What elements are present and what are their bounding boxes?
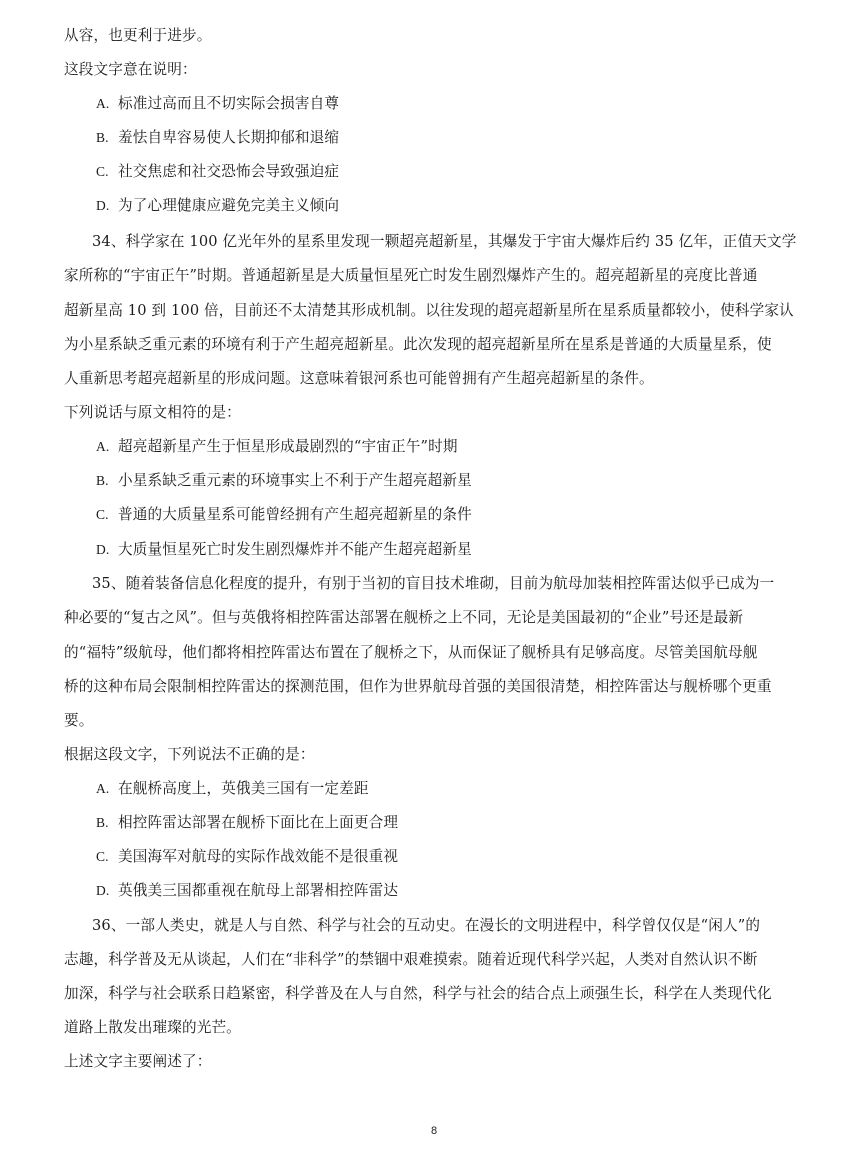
paragraph-line: 加深，科学与社会联系日趋紧密，科学普及在人与自然，科学与社会的结合点上顽强生长，科学在人类现代化: [64, 985, 772, 1002]
text-line: 从容，也更利于进步。: [64, 27, 212, 44]
option-text: 羞怯自卑容易使人长期抑郁和退缩: [118, 129, 340, 146]
question-prompt: 根据这段文字，下列说法不正确的是：: [64, 746, 315, 763]
answer-option: [96, 94, 840, 114]
paragraph-line: 超新星高 10 到 100 倍，目前还不太清楚其形成机制。以往发现的超亮超新星所在星系质量都较小，使科学家认: [64, 302, 794, 319]
answer-option: [96, 847, 840, 867]
paragraph-line: 的“福特”级航母，他们都将相控阵雷达布置在了舰桥之下，从而保证了舰桥具有足够高度。尽管美国航母舰: [64, 644, 758, 661]
option-text: 社交焦虑和社交恐怖会导致强迫症: [118, 163, 340, 180]
option-text: 标准过高而且不切实际会损害自尊: [118, 95, 340, 112]
option-text: 超亮超新星产生于恒星形成最剧烈的“宇宙正午”时期: [118, 438, 458, 455]
paragraph-line: 桥的这种布局会限制相控阵雷达的探测范围，但作为世界航母首强的美国很清楚，相控阵雷达与舰桥哪个更重: [64, 678, 772, 695]
answer-option: [96, 437, 840, 457]
option-letter: A.: [96, 439, 110, 454]
answer-option: [96, 881, 840, 901]
paragraph-line: 为小星系缺乏重元素的环境有利于产生超亮超新星。此次发现的超亮超新星所在星系是普通的大质量星系，使: [64, 336, 772, 353]
option-letter: B.: [96, 815, 109, 830]
option-text: 为了心理健康应避免完美主义倾向: [118, 197, 340, 214]
answer-option: [96, 505, 840, 525]
option-letter: D.: [96, 542, 110, 557]
answer-option: [96, 196, 840, 216]
answer-option: [96, 471, 840, 491]
option-text: 英俄美三国都重视在航母上部署相控阵雷达: [118, 882, 399, 899]
question-prompt: 下列说话与原文相符的是：: [64, 404, 241, 421]
option-letter: C.: [96, 507, 109, 522]
option-letter: C.: [96, 849, 109, 864]
answer-option: [96, 813, 840, 833]
option-letter: B.: [96, 473, 109, 488]
option-text: 在舰桥高度上，英俄美三国有一定差距: [118, 780, 369, 797]
paragraph-line: 要。: [64, 712, 94, 729]
paragraph-line: 种必要的“复古之风”。但与英俄将相控阵雷达部署在舰桥之上不同，无论是美国最初的“企业”号还是最新: [64, 609, 744, 626]
option-letter: C.: [96, 164, 109, 179]
option-text: 美国海军对航母的实际作战效能不是很重视: [118, 848, 399, 865]
answer-option: [96, 128, 840, 148]
page-number: 8: [430, 1125, 438, 1137]
paragraph-line: 志趣，科学普及无从谈起，人们在“非科学”的禁锢中艰难摸索。随着近现代科学兴起，人类对自然认识不断: [64, 951, 758, 968]
option-letter: A.: [96, 781, 110, 796]
paragraph-line: 人重新思考超亮超新星的形成问题。这意味着银河系也可能曾拥有产生超亮超新星的条件。: [64, 370, 654, 387]
answer-option: [96, 779, 840, 799]
question-prompt: 这段文字意在说明：: [64, 61, 197, 78]
option-text: 相控阵雷达部署在舰桥下面比在上面更合理: [118, 814, 399, 831]
option-text: 小星系缺乏重元素的环境事实上不利于产生超亮超新星: [118, 472, 472, 489]
paragraph-line: 道路上散发出璀璨的光芒。: [64, 1019, 241, 1036]
answer-option: [96, 540, 840, 560]
question-prompt: 上述文字主要阐述了：: [64, 1053, 212, 1070]
option-letter: D.: [96, 883, 110, 898]
option-letter: B.: [96, 130, 109, 145]
option-text: 大质量恒星死亡时发生剧烈爆炸并不能产生超亮超新星: [118, 541, 472, 558]
question-36-paragraph: 36、一部人类史，就是人与自然、科学与社会的互动史。在漫长的文明进程中，科学曾仅仅是“闲人”的: [92, 917, 761, 934]
option-letter: D.: [96, 198, 110, 213]
option-letter: A.: [96, 96, 110, 111]
question-34-paragraph: 34、科学家在 100 亿光年外的星系里发现一颗超亮超新星，其爆发于宇宙大爆炸后约 35 亿年，正值天文学: [92, 233, 797, 250]
paragraph-line: 家所称的“宇宙正午”时期。普通超新星是大质量恒星死亡时发生剧烈爆炸产生的。超亮超新星的亮度比普通: [64, 267, 758, 284]
question-35-paragraph: 35、随着装备信息化程度的提升，有别于当初的盲目技术堆砌，目前为航母加装相控阵雷达似乎已成为一: [92, 575, 775, 592]
option-text: 普通的大质量星系可能曾经拥有产生超亮超新星的条件: [118, 506, 472, 523]
answer-option: [96, 162, 840, 182]
